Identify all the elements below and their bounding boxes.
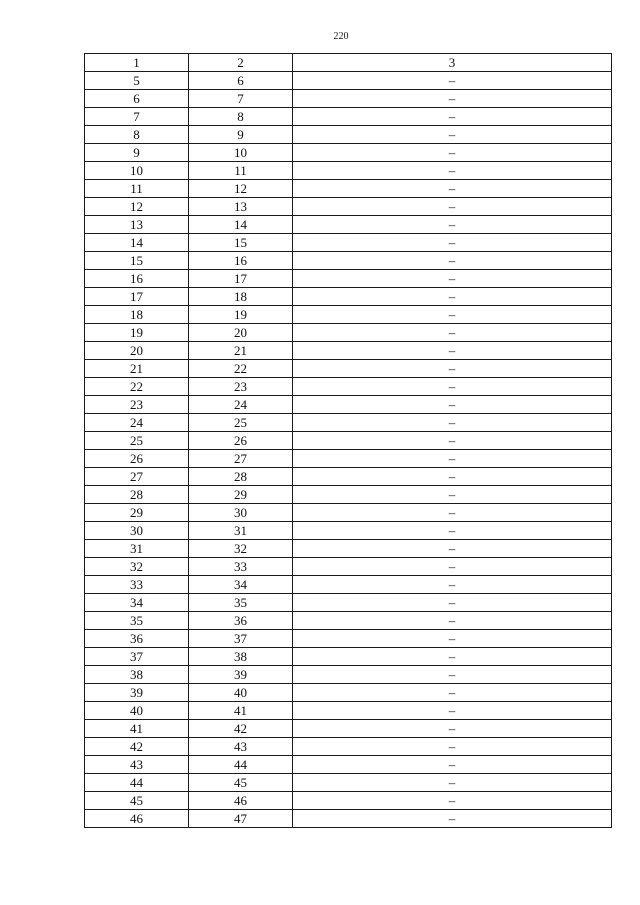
table-cell: 30 xyxy=(85,522,189,540)
table-row xyxy=(85,612,612,630)
table-cell: 39 xyxy=(85,684,189,702)
table-cell: – xyxy=(293,162,612,180)
table-row xyxy=(85,72,612,90)
table-row xyxy=(85,234,612,252)
table-cell: 17 xyxy=(85,288,189,306)
table-cell: 33 xyxy=(189,558,293,576)
table-cell: – xyxy=(293,684,612,702)
table-cell: 21 xyxy=(189,342,293,360)
table-cell: 22 xyxy=(85,378,189,396)
table-row xyxy=(85,774,612,792)
table-cell: 10 xyxy=(85,162,189,180)
table-cell: – xyxy=(293,558,612,576)
table-row xyxy=(85,468,612,486)
table-cell: 6 xyxy=(189,72,293,90)
table-cell: – xyxy=(293,594,612,612)
table-row xyxy=(85,648,612,666)
table-cell: – xyxy=(293,324,612,342)
table-row xyxy=(85,288,612,306)
table-cell: 21 xyxy=(85,360,189,378)
table-row xyxy=(85,540,612,558)
table-cell: – xyxy=(293,216,612,234)
table-cell: 38 xyxy=(189,648,293,666)
table-row xyxy=(85,108,612,126)
table-body xyxy=(85,54,612,828)
table-cell: 25 xyxy=(85,432,189,450)
table-header-cell: 2 xyxy=(189,54,293,72)
table-cell: – xyxy=(293,342,612,360)
table-cell: 5 xyxy=(85,72,189,90)
table-row xyxy=(85,630,612,648)
table-cell: 44 xyxy=(189,756,293,774)
table-row xyxy=(85,720,612,738)
table-cell: – xyxy=(293,576,612,594)
table-cell: – xyxy=(293,756,612,774)
table-cell: 27 xyxy=(189,450,293,468)
table-cell: 26 xyxy=(189,432,293,450)
table-row xyxy=(85,810,612,828)
table-cell: – xyxy=(293,126,612,144)
table-row xyxy=(85,486,612,504)
table-cell: 20 xyxy=(85,342,189,360)
table-cell: 42 xyxy=(189,720,293,738)
table-cell: – xyxy=(293,414,612,432)
table-cell: 28 xyxy=(189,468,293,486)
table-cell: 6 xyxy=(85,90,189,108)
table-row xyxy=(85,666,612,684)
table-cell: 14 xyxy=(85,234,189,252)
table-cell: 18 xyxy=(189,288,293,306)
table-cell: – xyxy=(293,270,612,288)
table-cell: 47 xyxy=(189,810,293,828)
table-cell: – xyxy=(293,774,612,792)
table-cell: 23 xyxy=(189,378,293,396)
table-cell: 40 xyxy=(189,684,293,702)
table-row xyxy=(85,504,612,522)
table-cell: 27 xyxy=(85,468,189,486)
table-cell: 40 xyxy=(85,702,189,720)
table-row xyxy=(85,306,612,324)
table-cell: 43 xyxy=(189,738,293,756)
table-cell: – xyxy=(293,612,612,630)
table-cell: – xyxy=(293,252,612,270)
table-cell: – xyxy=(293,522,612,540)
table-row xyxy=(85,414,612,432)
table-cell: 41 xyxy=(85,720,189,738)
table-cell: 12 xyxy=(189,180,293,198)
table-cell: 34 xyxy=(85,594,189,612)
table-cell: 28 xyxy=(85,486,189,504)
table-cell: 9 xyxy=(85,144,189,162)
table-row xyxy=(85,756,612,774)
table-cell: 45 xyxy=(85,792,189,810)
table-cell: – xyxy=(293,648,612,666)
table-cell: 12 xyxy=(85,198,189,216)
table-cell: – xyxy=(293,432,612,450)
table-cell: – xyxy=(293,396,612,414)
table-cell: – xyxy=(293,720,612,738)
table-cell: 45 xyxy=(189,774,293,792)
table-row xyxy=(85,702,612,720)
table-cell: 13 xyxy=(189,198,293,216)
table-cell: 26 xyxy=(85,450,189,468)
table-cell: – xyxy=(293,378,612,396)
table-cell: 11 xyxy=(189,162,293,180)
table-cell: – xyxy=(293,738,612,756)
table-cell: 11 xyxy=(85,180,189,198)
table-row xyxy=(85,792,612,810)
table-cell: 43 xyxy=(85,756,189,774)
table-cell: – xyxy=(293,504,612,522)
table-cell: 8 xyxy=(85,126,189,144)
table-cell: – xyxy=(293,666,612,684)
table-cell: 35 xyxy=(189,594,293,612)
table-cell: 32 xyxy=(189,540,293,558)
table-row xyxy=(85,378,612,396)
table-header-row xyxy=(85,54,612,72)
table-row xyxy=(85,252,612,270)
table-cell: – xyxy=(293,450,612,468)
table-cell: 9 xyxy=(189,126,293,144)
table-cell: 18 xyxy=(85,306,189,324)
table-row xyxy=(85,198,612,216)
table-cell: – xyxy=(293,540,612,558)
table-cell: – xyxy=(293,702,612,720)
table-cell: 22 xyxy=(189,360,293,378)
table-cell: 35 xyxy=(85,612,189,630)
table-row xyxy=(85,558,612,576)
table-header-cell: 3 xyxy=(293,54,612,72)
data-table xyxy=(84,53,612,828)
table-row xyxy=(85,216,612,234)
table-cell: – xyxy=(293,468,612,486)
table-row xyxy=(85,594,612,612)
table-cell: 14 xyxy=(189,216,293,234)
table-cell: 20 xyxy=(189,324,293,342)
table-cell: 41 xyxy=(189,702,293,720)
table-cell: 37 xyxy=(189,630,293,648)
table-cell: 15 xyxy=(85,252,189,270)
table-row xyxy=(85,432,612,450)
table-cell: 10 xyxy=(189,144,293,162)
table-row xyxy=(85,126,612,144)
table-cell: 31 xyxy=(189,522,293,540)
table-row xyxy=(85,90,612,108)
table-cell: 32 xyxy=(85,558,189,576)
table-cell: 34 xyxy=(189,576,293,594)
table-row xyxy=(85,396,612,414)
table-cell: – xyxy=(293,144,612,162)
table-cell: 13 xyxy=(85,216,189,234)
table-cell: – xyxy=(293,198,612,216)
table-cell: 37 xyxy=(85,648,189,666)
table-cell: – xyxy=(293,288,612,306)
table-cell: 16 xyxy=(85,270,189,288)
table-cell: – xyxy=(293,810,612,828)
table-cell: – xyxy=(293,360,612,378)
table-cell: 19 xyxy=(85,324,189,342)
table-cell: – xyxy=(293,72,612,90)
table-cell: – xyxy=(293,792,612,810)
table-cell: – xyxy=(293,234,612,252)
table-row xyxy=(85,576,612,594)
table-cell: 46 xyxy=(189,792,293,810)
table-row xyxy=(85,270,612,288)
table-row xyxy=(85,450,612,468)
table-cell: – xyxy=(293,306,612,324)
table-cell: 19 xyxy=(189,306,293,324)
table-row xyxy=(85,144,612,162)
table-row xyxy=(85,180,612,198)
table-cell: 36 xyxy=(85,630,189,648)
table-cell: 36 xyxy=(189,612,293,630)
table-cell: – xyxy=(293,630,612,648)
table-cell: 29 xyxy=(85,504,189,522)
table-cell: 38 xyxy=(85,666,189,684)
table-cell: 44 xyxy=(85,774,189,792)
table-header-cell: 1 xyxy=(85,54,189,72)
table-cell: 24 xyxy=(189,396,293,414)
table-cell: 33 xyxy=(85,576,189,594)
table-cell: – xyxy=(293,90,612,108)
table-cell: – xyxy=(293,486,612,504)
table-cell: 17 xyxy=(189,270,293,288)
table-cell: 15 xyxy=(189,234,293,252)
table-cell: 39 xyxy=(189,666,293,684)
table-row xyxy=(85,342,612,360)
table-cell: 7 xyxy=(85,108,189,126)
table-cell: 16 xyxy=(189,252,293,270)
table-cell: 46 xyxy=(85,810,189,828)
table-cell: 24 xyxy=(85,414,189,432)
table-row xyxy=(85,324,612,342)
table-cell: – xyxy=(293,180,612,198)
table-cell: 31 xyxy=(85,540,189,558)
table-cell: 30 xyxy=(189,504,293,522)
table-cell: 8 xyxy=(189,108,293,126)
table-row xyxy=(85,360,612,378)
table-row xyxy=(85,162,612,180)
table-cell: 7 xyxy=(189,90,293,108)
table-row xyxy=(85,684,612,702)
table-cell: 23 xyxy=(85,396,189,414)
table-cell: 29 xyxy=(189,486,293,504)
table-row xyxy=(85,738,612,756)
table-cell: 25 xyxy=(189,414,293,432)
table-cell: 42 xyxy=(85,738,189,756)
page-number: 220 xyxy=(333,31,349,42)
table-row xyxy=(85,522,612,540)
table-cell: – xyxy=(293,108,612,126)
